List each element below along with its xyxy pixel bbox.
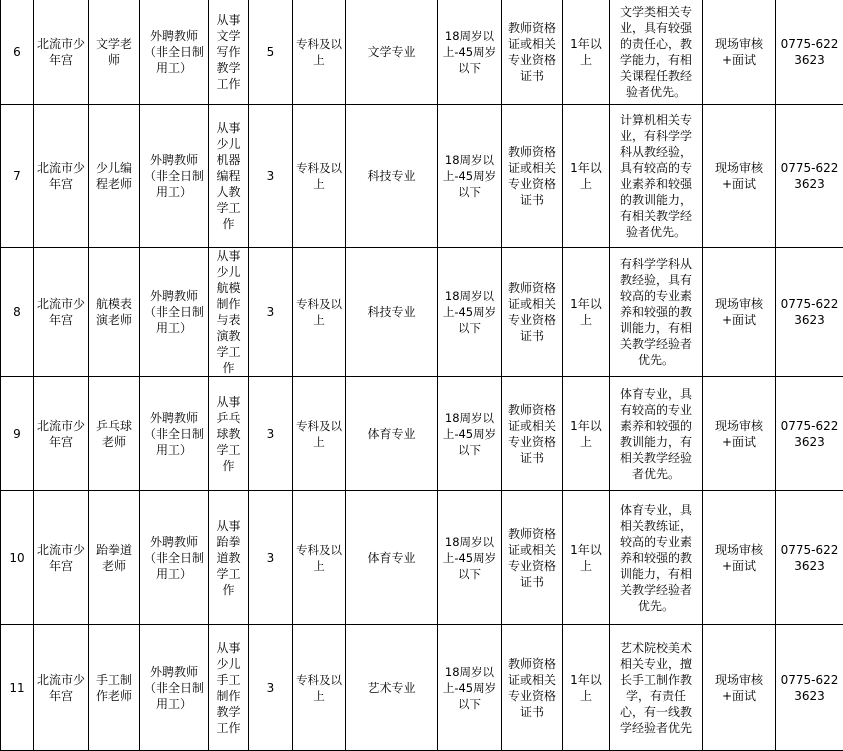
selection-method: 现场审核+面试 [703,491,776,625]
employer-unit: 北流市少年宫 [34,105,89,248]
selection-method: 现场审核+面试 [703,248,776,377]
experience-requirement: 1年以上 [563,625,610,751]
contact-phone: 0775-6223623 [776,491,843,625]
job-duty: 从事跆拳道教学工作 [209,491,249,625]
experience-requirement: 1年以上 [563,377,610,491]
hiring-count: 3 [249,625,293,751]
employer-unit: 北流市少年宫 [34,377,89,491]
position-name: 乒乓球老师 [89,377,140,491]
certificate-requirement: 教师资格证或相关专业资格证书 [502,377,563,491]
employment-type: 外聘教师（非全日制用工） [140,105,209,248]
certificate-requirement: 教师资格证或相关专业资格证书 [502,105,563,248]
education-requirement: 专科及以上 [293,0,346,105]
table-row [1,0,843,105]
other-requirements: 艺术院校美术相关专业，擅长手工制作教学，有责任心，有一线教学经验者优先 [610,625,703,751]
selection-method: 现场审核+面试 [703,0,776,105]
employment-type: 外聘教师（非全日制用工） [140,0,209,105]
table-row [1,248,843,377]
employment-type: 外聘教师（非全日制用工） [140,248,209,377]
selection-method: 现场审核+面试 [703,625,776,751]
contact-phone: 0775-6223623 [776,625,843,751]
age-requirement: 18周岁以上-45周岁以下 [438,248,502,377]
certificate-requirement: 教师资格证或相关专业资格证书 [502,0,563,105]
education-requirement: 专科及以上 [293,105,346,248]
table-row [1,625,843,751]
major-requirement: 艺术专业 [346,625,438,751]
table-body [1,0,843,751]
age-requirement: 18周岁以上-45周岁以下 [438,0,502,105]
experience-requirement: 1年以上 [563,491,610,625]
major-requirement: 科技专业 [346,105,438,248]
other-requirements: 体育专业，具相关教练证，较高的专业素养和较强的教训能力，有相关教学经验者优先。 [610,491,703,625]
employment-type: 外聘教师（非全日制用工） [140,491,209,625]
job-duty: 从事文学写作教学工作 [209,0,249,105]
job-duty: 从事少儿机器编程人教学工作 [209,105,249,248]
row-number: 11 [1,625,34,751]
certificate-requirement: 教师资格证或相关专业资格证书 [502,625,563,751]
hiring-count: 3 [249,248,293,377]
contact-phone: 0775-6223623 [776,377,843,491]
other-requirements: 有科学学科从教经验，具有较高的专业素养和较强的教训能力，有相关教学经验者优先。 [610,248,703,377]
education-requirement: 专科及以上 [293,248,346,377]
employer-unit: 北流市少年宫 [34,248,89,377]
contact-phone: 0775-6223623 [776,0,843,105]
age-requirement: 18周岁以上-45周岁以下 [438,105,502,248]
other-requirements: 体育专业，具有较高的专业素养和较强的教训能力，有相关教学经验者优先。 [610,377,703,491]
hiring-count: 3 [249,377,293,491]
major-requirement: 体育专业 [346,377,438,491]
table-row [1,491,843,625]
job-duty: 从事少儿航模制作与表演教学工作 [209,248,249,377]
employer-unit: 北流市少年宫 [34,0,89,105]
certificate-requirement: 教师资格证或相关专业资格证书 [502,491,563,625]
major-requirement: 体育专业 [346,491,438,625]
position-name: 文学老师 [89,0,140,105]
hiring-count: 5 [249,0,293,105]
selection-method: 现场审核+面试 [703,377,776,491]
employer-unit: 北流市少年宫 [34,625,89,751]
age-requirement: 18周岁以上-45周岁以下 [438,625,502,751]
certificate-requirement: 教师资格证或相关专业资格证书 [502,248,563,377]
employer-unit: 北流市少年宫 [34,491,89,625]
experience-requirement: 1年以上 [563,105,610,248]
other-requirements: 文学类相关专业，具有较强的责任心，教学能力，有相关课程任教经验者优先。 [610,0,703,105]
other-requirements: 计算机相关专业，有科学学科从教经验，具有较高的专业素养和较强的教训能力，有相关教学经验者优先。 [610,105,703,248]
hiring-count: 3 [249,105,293,248]
table-row [1,105,843,248]
major-requirement: 科技专业 [346,248,438,377]
contact-phone: 0775-6223623 [776,105,843,248]
row-number: 10 [1,491,34,625]
job-duty: 从事少儿手工制作教学工作 [209,625,249,751]
row-number: 6 [1,0,34,105]
employment-type: 外聘教师（非全日制用工） [140,625,209,751]
table-row [1,377,843,491]
employment-type: 外聘教师（非全日制用工） [140,377,209,491]
position-name: 跆拳道老师 [89,491,140,625]
position-name: 手工制作老师 [89,625,140,751]
row-number: 8 [1,248,34,377]
position-name: 少儿编程老师 [89,105,140,248]
hiring-count: 3 [249,491,293,625]
experience-requirement: 1年以上 [563,248,610,377]
contact-phone: 0775-6223623 [776,248,843,377]
education-requirement: 专科及以上 [293,491,346,625]
age-requirement: 18周岁以上-45周岁以下 [438,377,502,491]
education-requirement: 专科及以上 [293,625,346,751]
position-name: 航模表演老师 [89,248,140,377]
selection-method: 现场审核+面试 [703,105,776,248]
age-requirement: 18周岁以上-45周岁以下 [438,491,502,625]
major-requirement: 文学专业 [346,0,438,105]
experience-requirement: 1年以上 [563,0,610,105]
job-duty: 从事乒乓球教学工作 [209,377,249,491]
row-number: 9 [1,377,34,491]
education-requirement: 专科及以上 [293,377,346,491]
row-number: 7 [1,105,34,248]
